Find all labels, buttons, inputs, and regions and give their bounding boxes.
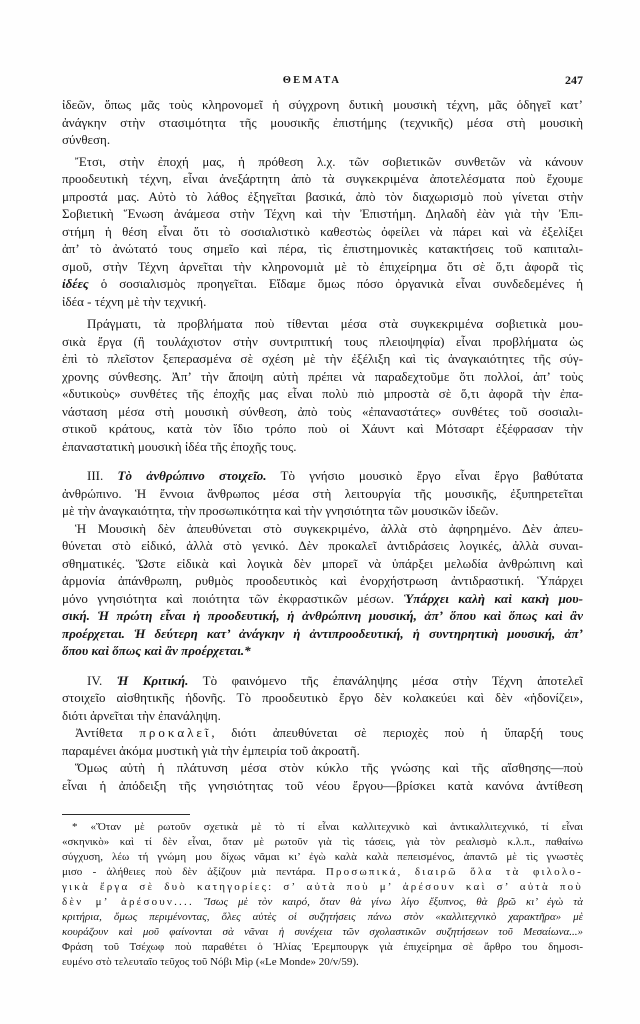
footnote-line: κριτήρια, ὅμως περιμένοντας, ὅλες αὐτὲς οἱ συζητήσεις πάνω στὸν «καλλιτεχνικὸ χαρακτῆρα» μὲ xyxy=(62,911,583,923)
italic-quote-line: ὅπου καὶ ὅπως καὶ ἂν προέρχεται.* xyxy=(62,643,251,658)
text-line xyxy=(62,724,583,742)
emphasis: ἰδέες xyxy=(62,276,89,291)
section-3 xyxy=(62,467,583,520)
text-line: παραμένει ἀκόμα μυστικὴ γιὰ τὴν ἐμπειρία τοῦ ἀκροατῆ. xyxy=(62,742,360,758)
text-line: μπροστά μας. Αὐτὸ τὸ λάθος ἐξηγεῖται βασικά, ἀπὸ τὸν διαχωρισμὸ ποὺ γίνεται στὴν xyxy=(62,188,583,204)
paragraph xyxy=(62,315,583,455)
section-heading-line xyxy=(62,467,583,485)
text-line: ἁρμονία ἀπάνθρωπη, ρυθμὸς προοδευτικὸς καὶ ἐνορχήστρωση ἀντιδραστική. Ὑπάρχει xyxy=(62,573,583,588)
section-title: Ἡ Κριτική. xyxy=(116,672,189,688)
section-title: Τὸ ἀνθρώπινο στοιχεῖο. xyxy=(117,468,267,483)
text-line: νάσταση μέσα στὴ μουσικὴ σύνθεση, ἀπὸ τοὺς «ἐπαναστάτες» συνθέτες τοῦ σοσιαλι- xyxy=(62,403,583,419)
footnote-divider xyxy=(62,814,190,815)
footnote-line: ευμένο στὸ τελευταῖο τεῦχος τοῦ Νόβι Μὶρ («Le Monde» 20/v/59). xyxy=(62,956,359,968)
spaced-emphasis: προκαλεῖ xyxy=(139,725,212,740)
text-line: στικοῦ κράτους, κατὰ τὸν ἴδιο τρόπο ποὺ οἱ Χάυντ καὶ Μότσαρτ ἐξέφρασαν τὴν xyxy=(62,421,583,436)
italic-quote-line: προέρχεται. Ἡ δεύτερη κατ’ ἀνάγκην ἡ ἀντιπροοδευτική, ἡ συντηρητικὴ μουσική, ἀπ’ xyxy=(62,625,583,641)
paragraph xyxy=(62,759,583,794)
italic-segment: Ἴσως μὲ τὸν καιρό, ὅταν θὰ γίνω λίγο ἔξυπνος, θὰ βρῶ κι’ ἐγὼ τὰ xyxy=(203,896,583,908)
text-line: ἐπὶ τὸ πλεῖστον ξεπερασμένα σὲ σχέση μὲ τὴν ἐξέλιξη καὶ τὶς ἀναγκαιότητες τῆς σύγ- xyxy=(62,351,583,366)
spaced-emphasis: Προσωπικά, διαιρῶ ὅλα τὰ φιλολο- xyxy=(325,866,583,878)
text-line: ἐπαναστατικὴ μουσικὴ ἰδέα τῆς ἐποχῆς τους. xyxy=(62,438,297,454)
text-line: σύνθεση. xyxy=(62,132,111,147)
paragraph xyxy=(62,520,583,660)
running-title: ΘΕΜΑΤΑ xyxy=(282,75,342,86)
paragraph xyxy=(62,153,583,311)
text-line: μὲ τὴν ἀναγκαιότητα, τὴν προσωπικότητα καὶ τὴν γνησιότητα τῶν μουσικῶν ἰδεῶν. xyxy=(62,503,499,518)
paragraph xyxy=(62,724,583,759)
page-number: 247 xyxy=(565,73,583,87)
spaced-emphasis: δὲν μ’ ἀρέσουν.... xyxy=(62,896,194,908)
section-numeral: III. xyxy=(87,468,104,483)
text-line: διότι ἀρνεῖται τὴν ἐπανάληψη. xyxy=(62,707,221,723)
footnote-line: «σκηνικὸ» καὶ τί δὲν εἶναι, ὅταν μὲ ρωτοῦν γιὰ τὶς τάσεις, γιὰ τὸν ρεαλισμὸ κ.λ.π., παθαίνω xyxy=(62,836,583,848)
section-4 xyxy=(62,672,583,725)
text-line: Ὅμως αὐτὴ ἡ πλάτυνση μέσα στὸν κύκλο τῆς γνώσης καὶ τῆς αἴσθησης—ποὺ xyxy=(75,760,583,775)
footnote-line: σύγχυση, λέω τή γνώμη μου δίχως νᾶμαι κι’ ἐγὼ καλὰ καλὰ πεπεισμένος, ἀπαντῶ μὲ τὶς γνωστὲς xyxy=(62,851,583,863)
main-text xyxy=(62,96,583,794)
text-segment: Ἀντίθετα xyxy=(75,725,123,740)
footnote-line: * «Ὅταν μὲ ρωτοῦν σχετικὰ μὲ τὸ τί εἶναι καλλιτεχνικὸ καὶ ἀντικαλλιτεχνικό, τί εἶναι xyxy=(72,821,583,833)
section-heading-line xyxy=(62,672,583,690)
footnote-line: γικὰ ἔργα σὲ δυὸ κατηγορίες: σ’ αὐτὰ ποὺ μ’ ἀρέσουν καὶ σ’ αὐτὰ ποὺ xyxy=(62,881,583,893)
text-line: ἀπ’ τὸ ἀνώτατό τους σημεῖο καὶ πέρα, τὶς ἐπιστημονικὲς κατακτήσεις τοῦ καπιταλι- xyxy=(62,241,583,256)
section-numeral: IV. xyxy=(87,672,103,688)
footnote-line: κουράζουν καὶ μοῦ φαίνονται σὰ νᾶναι ἡ συνέχεια τῶν σχολαστικῶν συζητήσεων τοῦ Μεσαίωνα...» xyxy=(62,926,583,938)
paragraph xyxy=(62,96,583,149)
footnote xyxy=(62,820,583,970)
italic-quote: Ὑπάρχει καλὴ καὶ κακὴ μου- xyxy=(403,590,583,606)
italic-quote-line: σική. Ἡ πρώτη εἶναι ἡ προοδευτική, ἡ ἀνθρώπινη μουσική, ἀπ’ ὅπου καὶ ὅπως καὶ ἂν xyxy=(62,608,583,623)
footnote-line xyxy=(62,865,583,880)
text-line: σικὰ ἔργα (ἢ τουλάχιστον στὴν συντριπτική τους πλειοψηφία) εἶναι προβλήματα ὡς xyxy=(62,333,583,349)
text-line: ἀνάγκην στὴν στασιμότητα τῆς μουσικῆς ἐπιστήμης (τεχνικῆς) μέσα στὴ μουσικὴ xyxy=(62,114,583,130)
text-line: ἀνθρώπινο. Ἡ ἔννοια ἄνθρωπος μέσα στὴ λειτουργία τῆς μουσικῆς, ἐξυπηρετεῖται xyxy=(62,485,583,501)
text-line: Ἡ Μουσικὴ δὲν ἀπευθύνεται στὸ συγκεκριμένο, ἀλλὰ στὸ ἀφηρημένο. Δὲν ἀπευ- xyxy=(75,520,583,536)
text-line: χρονης σύνθεσης. Ἀπ’ τὴν ἄποψη αὐτὴ πρέπει νὰ παραδεχτοῦμε ὅτι πολλοί, ἀπ’ τοὺς xyxy=(62,368,583,384)
text-line: «δυτικοὺς» συνθέτες τῆς ἐποχῆς μας εἶναι πολὺ πιὸ μπροστὰ σὲ ὅ,τι ἀφορᾶ τὴν ἐπα- xyxy=(62,386,583,401)
text-line: σθηματικές. Ὥστε εἰδικὰ καὶ λογικὰ δὲν μπορεῖ νὰ ὑπάρξει μελωδία ἀνθρώπινη καὶ xyxy=(62,555,583,571)
text-line: εἶναι ἡ ἀπόδειξη τῆς γνησιότητας τοῦ νέου ἔργου—βρίσκει κατὰ κανόνα ἀντίθεση xyxy=(62,777,583,793)
text-line: στήμη ἡ θέση εἶναι ὅτι τὸ σοσιαλιστικὸ καθεστὼς ὀφείλει νὰ πάρει καὶ νὰ ἐξελίξει xyxy=(62,223,583,239)
running-head xyxy=(62,73,583,88)
text-line: στοιχεῖο αἰσθητικῆς ἡδονῆς. Τὸ προοδευτικὸ ἔργο δὲν κολακεύει καὶ δὲν «ἡδονίζει», xyxy=(62,690,583,705)
footnote-line xyxy=(62,895,583,910)
text-line xyxy=(62,275,583,293)
text-segment: μόνο γνησιότητα καὶ ποιότητα τῶν ἐκφραστικῶν μέσων. xyxy=(62,590,394,606)
text-line: σμοῦ, στὴν Τέχνη ἀρνεῖται τὴν κληρονομιὰ μὲ τὸ ἐπιχείρημα ὅτι σὲ ὅ,τι ἀφορᾶ τὶς xyxy=(62,258,583,274)
text-line: Πράγματι, τὰ προβλήματα ποὺ τίθενται μέσα στὰ συγκεκριμένα σοβιετικὰ μου- xyxy=(87,316,583,331)
text-line xyxy=(62,590,583,608)
footnote-line: Φράση τοῦ Τσέχωφ ποὺ παραθέτει ὁ Ἠλίας Ἐρεμπουργκ γιὰ ἐπιχείρημα σὲ ἄρθρο του δημοσι- xyxy=(62,941,583,953)
text-line: προοδευτικὴ τέχνη, εἶναι ἀνεξάρτητη ἀπὸ τὰ συγκεκριμένα ἀποτελέσματα ποὺ ἔχουμε xyxy=(62,171,583,186)
text-segment: , διότι ἀπευθύνεται σὲ περιοχὲς ποὺ ἡ ὕπαρξή τους xyxy=(211,725,583,740)
text-segment: Τὸ φαινόμενο τῆς ἐπανάληψης μέσα στὴν Τέχνη ἀποτελεῖ xyxy=(202,672,583,688)
text-segment: ὁ σοσιαλισμὸς προηγεῖται. Εἴδαμε ὅμως πόσο ὀργανικὰ εἶναι συνδεδεμένες ἡ xyxy=(100,276,583,291)
text-line: θύνεται στὸ εἰδικό, ἀλλὰ στὸ γενικό. Δὲν προκαλεῖ ἀντιδράσεις λογικές, ἀλλὰ συναι- xyxy=(62,538,583,553)
text-line: Σοβιετικὴ Ἕνωση ἀνάμεσα στὴν Τέχνη καὶ τὴν Ἐπιστήμη. Δηλαδὴ ἐὰν γιὰ τὴν Ἐπι- xyxy=(62,206,583,221)
text-segment: μισο - ἀλήθειες ποὺ δὲν ἀξίζουν μιὰ πεντάρα. xyxy=(62,866,316,878)
text-line: Ἔτσι, στὴν ἐποχή μας, ἡ πρόθεση λ.χ. τῶν σοβιετικῶν συνθετῶν νὰ κάνουν xyxy=(75,153,583,169)
text-line: ἰδέα - τέχνη μὲ τὴν τεχνική. xyxy=(62,293,207,309)
text-segment: Τὸ γνήσιο μουσικὸ ἔργο εἶναι ἔργο βαθύτατα xyxy=(280,468,583,483)
text-line: ἰδεῶν, ὅπως μᾶς τοὺς κληρονομεῖ ἡ σύγχρονη δυτικὴ μουσικὴ τέχνη, μᾶς ὁδηγεῖ κατ’ xyxy=(62,97,583,112)
